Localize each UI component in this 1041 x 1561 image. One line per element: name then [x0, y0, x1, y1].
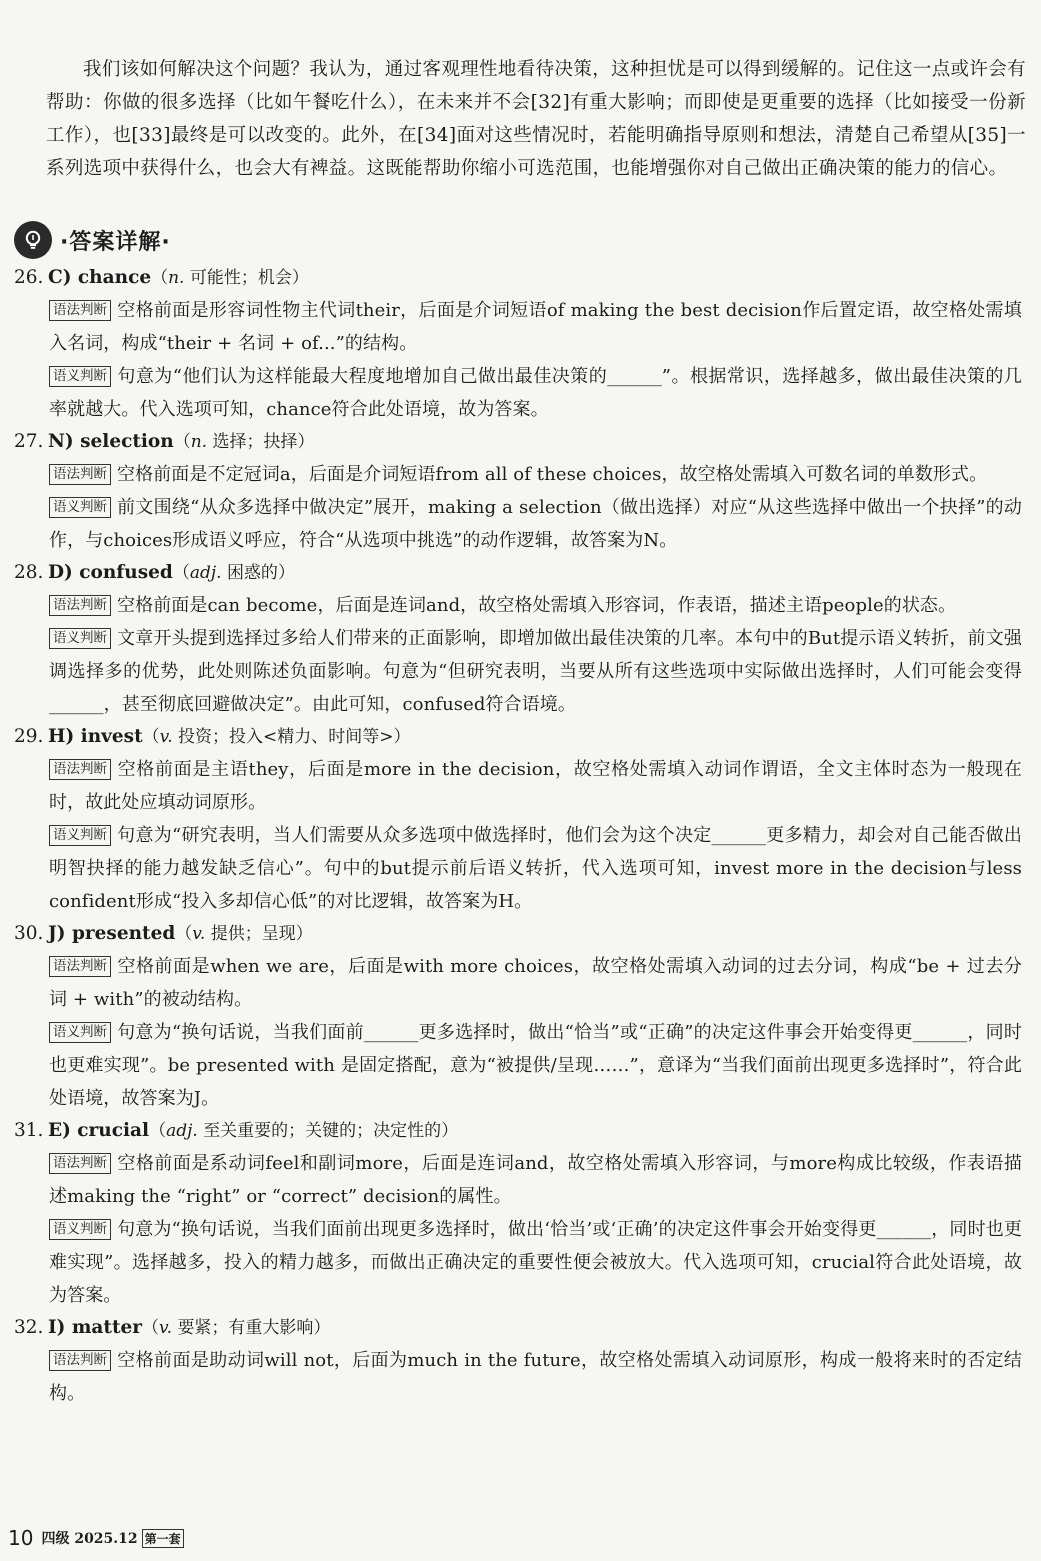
answer-heading [14, 721, 1022, 753]
explanation-text: 句意为“换句话说，当我们面前______更多选择时，做出“恰当”或“正确”的决定这件事会开始变得更______，同时也更难实现”。be presented with 是固定搭配，意为“被提供/呈现……”，意译为“当我们面前出现更多选择时”，符合此处语境，故答案为J。 [49, 1022, 1022, 1109]
explanation-paragraph [49, 458, 1022, 491]
explanation-text: 句意为“他们认为这样能最大程度地增加自己做出最佳决策的______”。根据常识，选择越多，做出最佳决策的几率就越大。代入选项可知，chance符合此处语境，故为答案。 [49, 366, 1022, 420]
answer-option: J) presented [48, 923, 176, 944]
part-of-speech: adj. [166, 1121, 198, 1141]
intro-paragraph: 我们该如何解决这个问题？我认为，通过客观理性地看待决策，这种担忧是可以得到缓解的。记住这一点或许会有帮助：你做的很多选择（比如午餐吃什么），在未来并不会[32]有重大影响；而即使是更重要的选择（比如接受一份新工作），也[33]最终是可以改变的。此外，在[34]面对这些情况时，若能明确指导原则和想法，清楚自己希望从[35]一系列选项中获得什么，也会大有裨益。这既能帮助你缩小可选范围，也能增强你对自己做出正确决策的能力的信心。 [46, 58, 1026, 180]
explanation-paragraph [49, 294, 1022, 360]
answer-option: N) selection [48, 431, 174, 452]
meaning: 至关重要的；关键的；决定性的 [203, 1121, 442, 1141]
meaning: 要紧；有重大影响 [177, 1318, 314, 1338]
explanation-text: 空格前面是系动词feel和副词more，后面是连词and，故空格处需填入形容词，与more构成比较级，作表语描述making the “right” or “correct” decision的属性。 [49, 1153, 1022, 1207]
explanation-text: 文章开头提到选择过多给人们带来的正面影响，即增加做出最佳决策的几率。本句中的But提示语义转折，前文强调选择多的优势，此处则陈述负面影响。句意为“但研究表明，当要从所有这些选项中实际做出选择时，人们可能会变得______，甚至彻底回避做决定”。由此可知，confused符合语境。 [49, 628, 1022, 715]
word-gloss: （v. 提供；呈现） [175, 924, 313, 944]
answer-heading [14, 1312, 1022, 1344]
meaning: 投资；投入<精力、时间等> [178, 727, 394, 747]
answer-list [14, 262, 1022, 1410]
judgment-tag: 语义判断 [49, 1219, 111, 1240]
meaning: 提供；呈现 [210, 924, 296, 944]
answer-item [14, 426, 1022, 557]
judgment-tag: 语法判断 [49, 1350, 111, 1371]
part-of-speech: n. [190, 432, 208, 452]
explanation-text: 空格前面是主语they，后面是more in the decision，故空格处需填入动词作谓语，全文主体时态为一般现在时，故此处应填动词原形。 [49, 759, 1022, 813]
item-number: 26. [14, 267, 44, 288]
set-label: 第一套 [142, 1529, 184, 1548]
answer-option: I) matter [48, 1317, 143, 1338]
explanation-paragraph [49, 819, 1022, 918]
meaning: 选择；抉择 [212, 432, 298, 452]
meaning: 困惑的 [226, 563, 278, 583]
word-gloss: （adj. 困惑的） [172, 563, 295, 583]
answer-heading [14, 426, 1022, 458]
explanation-text: 句意为“换句话说，当我们面前出现更多选择时，做出‘恰当’或‘正确’的决定这件事会开始变得更______，同时也更难实现”。选择越多，投入的精力越多，而做出正确决定的重要性便会被放大。代入选项可知，crucial符合此处语境，故为答案。 [49, 1219, 1022, 1306]
word-gloss: （adj. 至关重要的；关键的；决定性的） [149, 1121, 459, 1141]
answer-item [14, 1312, 1022, 1410]
judgment-tag: 语义判断 [49, 1022, 111, 1043]
judgment-tag: 语法判断 [49, 759, 111, 780]
part-of-speech: adj. [189, 563, 222, 583]
page-number: 10 [8, 1526, 34, 1550]
answer-item [14, 262, 1022, 426]
judgment-tag: 语法判断 [49, 595, 111, 616]
judgment-tag: 语义判断 [49, 497, 111, 518]
answer-item [14, 557, 1022, 721]
explanation-text: 空格前面是when we are，后面是with more choices，故空格处需填入动词的过去分词，构成“be + 过去分词 + with”的被动结构。 [49, 956, 1022, 1010]
lightbulb-icon [14, 221, 52, 259]
section-title: ·答案详解· [60, 229, 171, 255]
answer-item [14, 918, 1022, 1115]
judgment-tag: 语法判断 [49, 464, 111, 485]
answer-section-header [14, 220, 171, 260]
explanation-paragraph [49, 1213, 1022, 1312]
word-gloss: （n. 可能性；机会） [151, 268, 309, 288]
meaning: 可能性；机会 [189, 268, 292, 288]
explanation-text: 前文围绕“从众多选择中做决定”展开，making a selection（做出选择）对应“从这些选择中做出一个抉择”的动作，与choices形成语义呼应，符合“从选项中挑选”的动作逻辑，故答案为N。 [49, 497, 1022, 551]
answer-heading [14, 557, 1022, 589]
answer-heading [14, 1115, 1022, 1147]
explanation-paragraph [49, 1147, 1022, 1213]
item-number: 27. [14, 431, 44, 452]
part-of-speech: v. [192, 924, 206, 944]
judgment-tag: 语义判断 [49, 366, 111, 387]
item-number: 29. [14, 726, 44, 747]
explanation-paragraph [49, 360, 1022, 426]
part-of-speech: v. [159, 1318, 173, 1338]
word-gloss: （v. 要紧；有重大影响） [142, 1318, 331, 1338]
answer-item [14, 1115, 1022, 1312]
explanation-paragraph [49, 622, 1022, 721]
explanation-paragraph [49, 589, 1022, 622]
answer-heading [14, 918, 1022, 950]
item-number: 31. [14, 1120, 44, 1141]
judgment-tag: 语义判断 [49, 825, 111, 846]
item-number: 32. [14, 1317, 44, 1338]
explanation-paragraph [49, 491, 1022, 557]
answer-option: D) confused [48, 562, 173, 583]
explanation-paragraph [49, 753, 1022, 819]
judgment-tag: 语义判断 [49, 628, 111, 649]
answer-option: H) invest [48, 726, 143, 747]
explanation-text: 空格前面是形容词性物主代词their，后面是介词短语of making the best decision作后置定语，故空格处需填入名词，构成“their + 名词 + of...”的结构。 [49, 300, 1022, 354]
explanation-paragraph [49, 1344, 1022, 1410]
explanation-text: 空格前面是can become，后面是连词and，故空格处需填入形容词，作表语，描述主语people的状态。 [117, 595, 957, 616]
exam-label: 四级 2025.12 [41, 1531, 138, 1547]
explanation-text: 句意为“研究表明，当人们需要从众多选项中做选择时，他们会为这个决定______更多精力，却会对自己能否做出明智抉择的能力越发缺乏信心”。句中的but提示前后语义转折，代入选项可知，invest more in the decision与less confident形成“投入多却信心低”的对比逻辑，故答案为H。 [49, 825, 1022, 912]
explanation-paragraph [49, 1016, 1022, 1115]
page-footer [8, 1523, 184, 1553]
judgment-tag: 语法判断 [49, 1153, 111, 1174]
explanation-text: 空格前面是助动词will not，后面为much in the future，故空格处需填入动词原形，构成一般将来时的否定结构。 [49, 1350, 1022, 1404]
part-of-speech: n. [168, 268, 185, 288]
answer-item [14, 721, 1022, 918]
word-gloss: （n. 选择；抉择） [173, 432, 315, 452]
judgment-tag: 语法判断 [49, 956, 111, 977]
item-number: 30. [14, 923, 44, 944]
word-gloss: （v. 投资；投入<精力、时间等>） [142, 727, 411, 747]
answer-option: E) crucial [48, 1120, 150, 1141]
judgment-tag: 语法判断 [49, 300, 111, 321]
explanation-paragraph [49, 950, 1022, 1016]
answer-option: C) chance [48, 267, 152, 288]
answer-heading [14, 262, 1022, 294]
explanation-text: 空格前面是不定冠词a，后面是介词短语from all of these choices，故空格处需填入可数名词的单数形式。 [117, 464, 988, 485]
part-of-speech: v. [159, 727, 173, 747]
item-number: 28. [14, 562, 44, 583]
